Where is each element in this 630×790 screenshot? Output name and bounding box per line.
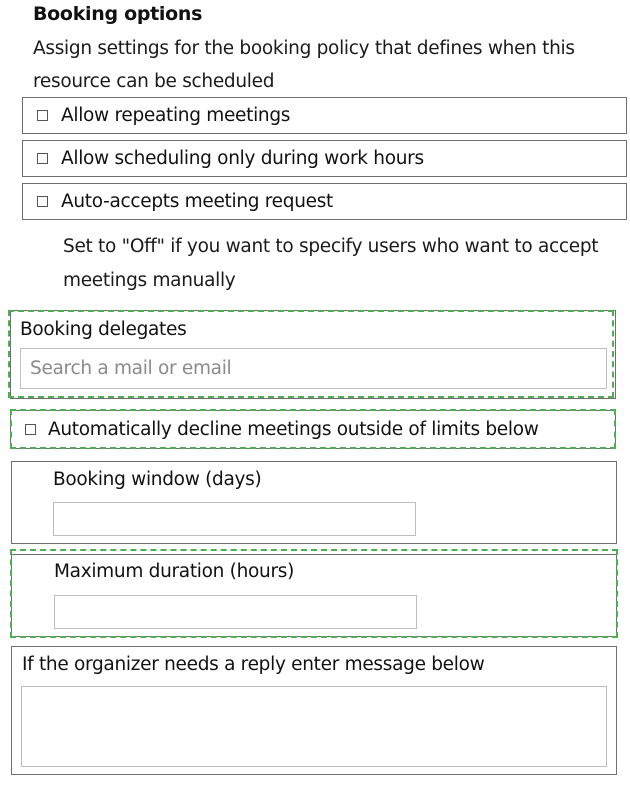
allow-repeating-meetings-label: Allow repeating meetings [61,105,291,126]
maximum-duration-hours-input[interactable] [54,595,417,629]
auto-accept-helper-text: Set to "Off" if you want to specify users who want to accept meetings manually [63,236,599,291]
section-title: Booking options [33,3,203,25]
auto-accept-requests-label: Auto-accepts meeting request [61,191,333,212]
booking-window-days-input[interactable] [53,502,416,536]
checkbox-unchecked-icon[interactable] [37,196,48,207]
booking-delegates-label: Booking delegates [20,319,187,340]
allow-work-hours-only-checkbox[interactable] [22,140,627,177]
checkbox-unchecked-icon[interactable] [37,110,48,121]
reply-message-textarea[interactable] [21,686,607,767]
section-description: Assign settings for the booking policy that defines when this resource can be scheduled [33,38,575,92]
allow-repeating-meetings-checkbox[interactable] [22,97,627,134]
booking-window-label: Booking window (days) [53,469,262,490]
allow-work-hours-only-label: Allow scheduling only during work hours [61,148,424,169]
checkbox-unchecked-icon[interactable] [25,424,36,435]
reply-message-label: If the organizer needs a reply enter message below [22,654,485,675]
auto-accept-requests-checkbox[interactable] [22,183,627,220]
checkbox-unchecked-icon[interactable] [37,153,48,164]
maximum-duration-label: Maximum duration (hours) [54,561,295,582]
auto-decline-label: Automatically decline meetings outside of limits below [48,419,539,440]
booking-delegates-search-input[interactable] [20,348,607,389]
auto-decline-outside-limits-checkbox[interactable] [10,410,616,449]
